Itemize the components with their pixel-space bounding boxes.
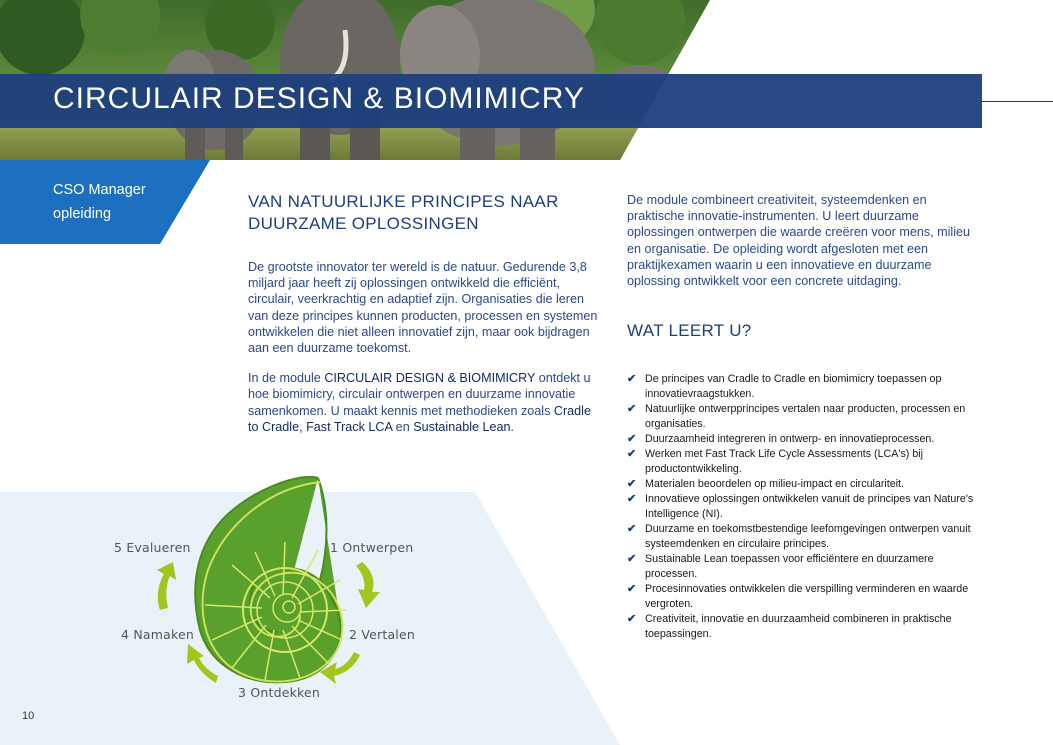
list-item-text: Creativiteit, innovatie en duurzaamheid combineren in praktische toepassingen.: [645, 613, 952, 640]
arrow-icon: [157, 562, 176, 610]
list-item-text: Materialen beoordelen op milieu-impact en circulariteit.: [645, 478, 904, 490]
title-rule: [982, 101, 1053, 102]
check-icon: ✔: [627, 523, 637, 535]
list-item-text: Procesinnovaties ontwikkelen die verspilling verminderen en waarde vergroten.: [645, 583, 969, 610]
check-icon: ✔: [627, 448, 637, 460]
step-1-label: 1 Ontwerpen: [330, 540, 414, 555]
nautilus-shell-icon: [195, 477, 346, 682]
hero-photo: [0, 0, 1053, 160]
right-column: [627, 192, 987, 289]
method-lean: Sustainable Lean: [413, 419, 511, 434]
module-text-a: In de module: [248, 371, 325, 386]
step-3-label: 3 Ontdekken: [238, 685, 321, 700]
list-item-text: De principes van Cradle to Cradle en biomimicry toepassen op innovatievraagstukken.: [645, 373, 942, 400]
check-icon: ✔: [627, 553, 637, 565]
check-icon: ✔: [627, 493, 637, 505]
page-number: 10: [22, 710, 35, 722]
step-2-label: 2 Vertalen: [349, 627, 415, 642]
list-item: [627, 612, 987, 642]
list-item: [627, 432, 987, 447]
list-item: [627, 522, 987, 552]
list-item-text: Duurzame en toekomstbestendige leefomgevingen ontwerpen vanuit systeemdenken en circulaire principes.: [645, 523, 971, 550]
method-names: Cradle to Cradle, Fast Track LCA: [248, 403, 591, 434]
left-heading: VAN NATUURLIJKE PRINCIPES NAAR DUURZAME OPLOSSINGEN: [248, 192, 559, 233]
right-intro: De module combineert creativiteit, systeemdenken en praktische innovatie-instrumenten. U leert duurzame oplossingen ontwerpen die waarde creëren voor mens, milieu en organisatie. De opleiding wordt afgesloten met een praktijkexamen waarin u een innovatieve en duurzame oplossing ontwikkelt voor een concrete uitdaging.: [627, 193, 971, 289]
step-4-label: 4 Namaken: [121, 627, 194, 642]
list-item-text: Werken met Fast Track Life Cycle Assessments (LCA's) bij productontwikkeling.: [645, 448, 924, 475]
list-item-text: Innovatieve oplossingen ontwikkelen vanuit de principes van Nature's Intelligence (NI).: [645, 493, 974, 520]
list-item: [627, 372, 987, 402]
check-icon: ✔: [627, 433, 637, 445]
nautilus-cycle-diagram: [0, 470, 620, 745]
left-column: [248, 191, 598, 449]
list-item-text: Duurzaamheid integreren in ontwerp- en innovatieprocessen.: [645, 433, 935, 445]
list-item: [627, 402, 987, 432]
page-title: CIRCULAIR DESIGN & BIOMIMICRY: [53, 82, 585, 115]
check-icon: ✔: [627, 403, 637, 415]
learning-goals-list: [627, 372, 987, 642]
check-icon: ✔: [627, 373, 637, 385]
list-item-text: Sustainable Lean toepassen voor efficiëntere en duurzamere processen.: [645, 553, 934, 580]
list-item: [627, 492, 987, 522]
module-paragraph: [248, 370, 598, 435]
check-icon: ✔: [627, 478, 637, 490]
check-icon: ✔: [627, 613, 637, 625]
list-item: [627, 447, 987, 477]
module-text-e: en: [392, 419, 414, 434]
learn-heading: WAT LEERT U?: [627, 321, 752, 340]
list-item: [627, 552, 987, 582]
list-item: [627, 477, 987, 492]
list-item: [627, 582, 987, 612]
step-5-label: 5 Evalueren: [114, 540, 191, 555]
intro-paragraph: De grootste innovator ter wereld is de natuur. Gedurende 3,8 miljard jaar heeft zij oplossingen ontwikkeld die efficiënt, circulair, veerkrachtig en adaptief zijn. Organisaties die leren van deze principes kunnen producten, processen en systemen ontwikkelen die niet alleen innovatief zijn, maar ook bijdragen aan een duurzame toekomst.: [248, 260, 598, 356]
arrow-icon: [356, 562, 380, 608]
module-text-g: .: [510, 419, 515, 434]
check-icon: ✔: [627, 583, 637, 595]
module-name: CIRCULAIR DESIGN & BIOMIMICRY: [324, 371, 536, 386]
list-item-text: Natuurlijke ontwerpprincipes vertalen naar producten, processen en organisaties.: [645, 403, 966, 430]
side-tab-label: CSO Manager opleiding: [53, 182, 146, 222]
module-text-c: ontdekt u hoe biomimicry, circulair ontwerpen en duurzame innovatie samenkomen. U maakt kennis met methodieken zoals: [248, 371, 591, 418]
